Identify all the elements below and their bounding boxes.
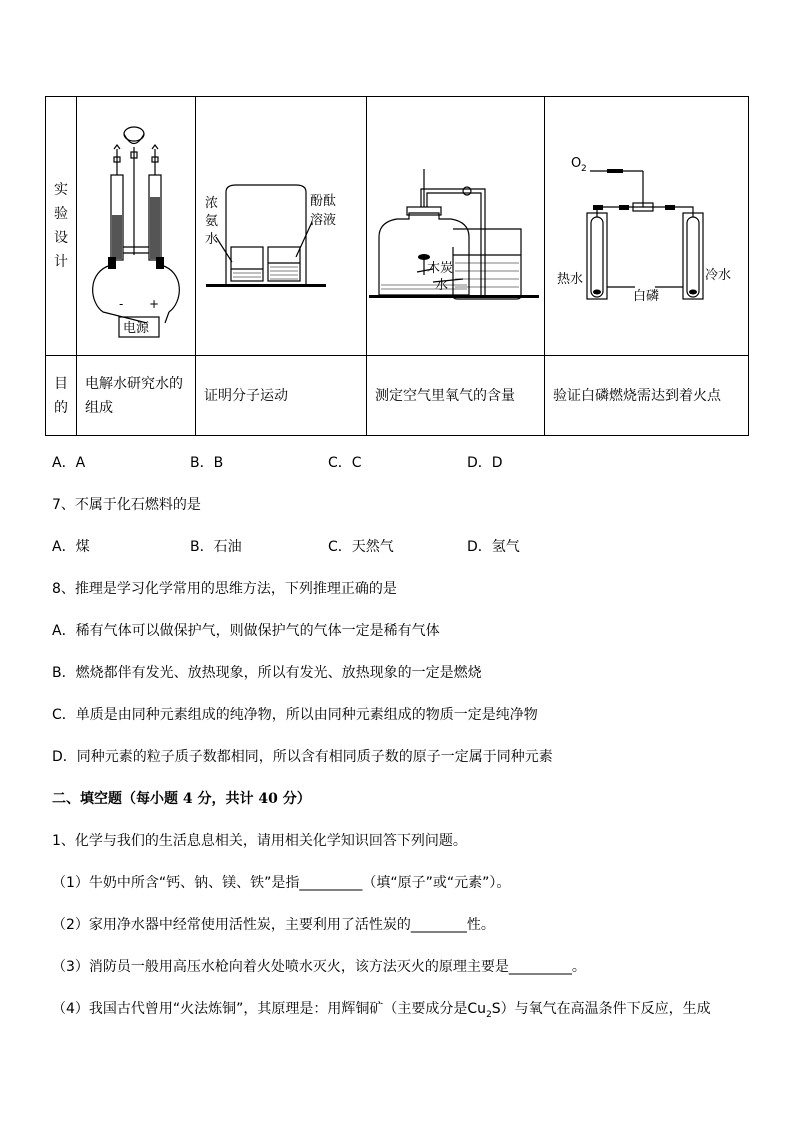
svg-text:+: +: [149, 297, 160, 311]
diagram-c-cell: [367, 97, 545, 356]
purpose-d: 验证白磷燃烧需达到着火点: [545, 356, 749, 436]
svg-text:氨: 氨: [205, 214, 219, 229]
svg-text:O: O: [571, 156, 582, 171]
fill-q1-part-4: （4）我国古代曾用“火法炼铜”，其原理是：用辉铜矿（主要成分是$Cu_2S$）与氧气在高温条件下反应，生成: [52, 1001, 711, 1020]
fill-q1-part-1: （1）牛奶中所含“钙、钠、镁、铁”是指_________（填“原子”或“元素”）。: [52, 875, 511, 891]
q6-option-d[interactable]: D．D: [467, 455, 503, 471]
svg-text:水: 水: [435, 278, 449, 293]
svg-text:酚酞: 酚酞: [310, 194, 337, 209]
purpose-a: 电解水研究水的组成: [77, 356, 196, 436]
q7-stem: 7、不属于化石燃料的是: [52, 497, 201, 513]
row-header-design: 实 验 设 计: [46, 97, 77, 356]
diagram-d-cell: [545, 97, 749, 356]
q7-option-c[interactable]: C．天然气: [328, 539, 394, 555]
fill-q1-part-3: （3）消防员一般用高压水枪向着火处喷水灭火，该方法灭火的原理主要是_________。: [52, 959, 586, 975]
svg-text:热水: 热水: [557, 272, 584, 287]
section-2-heading: 二、填空题（每小题 4 分，共计 40 分）: [52, 791, 311, 807]
diagram-a-cell: [77, 97, 196, 356]
q8-option-b[interactable]: B．燃烧都伴有发光、放热现象，所以有发光、放热现象的一定是燃烧: [52, 665, 482, 681]
q7-option-b[interactable]: B．石油: [190, 539, 242, 555]
purpose-c: 测定空气里氧气的含量: [367, 356, 545, 436]
purpose-b: 证明分子运动: [196, 356, 367, 436]
electrolysis-apparatus-diagram: [77, 97, 195, 351]
svg-text:电源: 电源: [123, 321, 150, 336]
row-header-purpose: 目 的: [46, 356, 77, 436]
q8-option-d[interactable]: D．同种元素的粒子质子数都相同，所以含有相同质子数的原子一定属于同种元素: [52, 749, 553, 765]
diagram-b-cell: [196, 97, 367, 356]
q6-option-a[interactable]: A．A: [52, 455, 86, 471]
q6-option-b[interactable]: B．B: [190, 455, 224, 471]
q8-stem: 8、推理是学习化学常用的思维方法，下列推理正确的是: [52, 581, 397, 597]
svg-text:浓: 浓: [205, 196, 219, 211]
q7-option-d[interactable]: D．氢气: [467, 539, 520, 555]
fill-q1-part-2: （2）家用净水器中经常使用活性炭，主要利用了活性炭的________性。: [52, 917, 495, 933]
svg-text:白磷: 白磷: [633, 289, 660, 304]
oxygen-content-diagram: [367, 97, 544, 351]
svg-text:溶液: 溶液: [310, 213, 337, 228]
molecule-motion-diagram: [196, 97, 366, 351]
svg-text:-: -: [119, 297, 124, 311]
q8-option-c[interactable]: C．单质是由同种元素组成的纯净物，所以由同种元素组成的物质一定是纯净物: [52, 707, 538, 723]
fill-q1-stem: 1、化学与我们的生活息息相关，请用相关化学知识回答下列问题。: [52, 833, 467, 849]
svg-text:水: 水: [205, 232, 219, 247]
ignition-point-diagram: [545, 97, 748, 351]
q7-option-a[interactable]: A．煤: [52, 539, 90, 555]
experiment-table: [45, 96, 749, 436]
q8-option-a[interactable]: A．稀有气体可以做保护气，则做保护气的气体一定是稀有气体: [52, 623, 440, 639]
svg-text:冷水: 冷水: [705, 268, 732, 283]
svg-text:2: 2: [581, 164, 587, 174]
svg-text:木炭: 木炭: [427, 261, 454, 276]
q6-option-c[interactable]: C．C: [328, 455, 362, 471]
